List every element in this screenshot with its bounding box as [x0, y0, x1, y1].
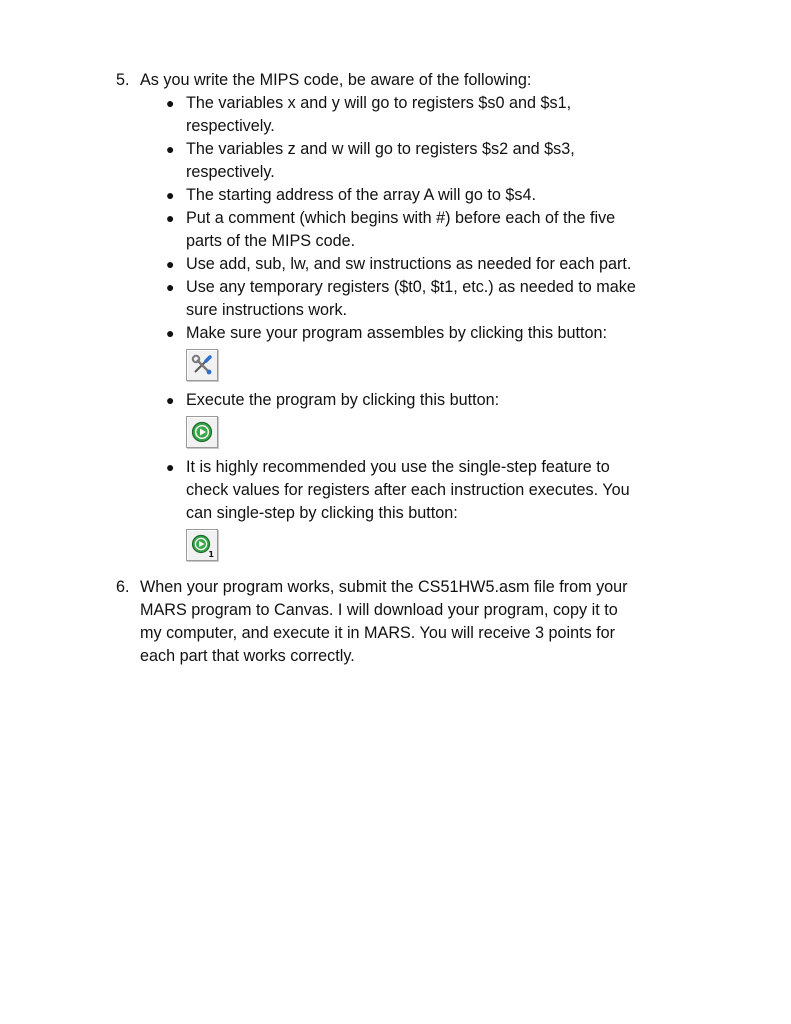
bullet-dot: ● [166, 210, 175, 226]
assemble-tools-icon [190, 353, 214, 377]
run-play-icon [191, 421, 213, 443]
bullet-item [166, 92, 716, 138]
bullet-text: The variables z and w will go to registers $s2 and $s3, [186, 140, 575, 158]
bullet-dot: ● [166, 256, 175, 272]
bullet-dot: ● [166, 325, 175, 341]
run-button-image [186, 416, 218, 448]
bullet-dot: ● [166, 279, 175, 295]
bullet-text: The starting address of the array A will go to $s4. [186, 186, 537, 204]
item-number: 5. [116, 71, 130, 89]
bullet-text: check values for registers after each instruction executes. You [186, 481, 630, 499]
item-5-intro: As you write the MIPS code, be aware of the following: [140, 71, 532, 89]
bullet-text: Put a comment (which begins with #) before each of the five [186, 209, 616, 227]
item-6-line: When your program works, submit the CS51HW5.asm file from your [140, 578, 628, 596]
bullet-item [166, 253, 716, 276]
bullet-text: respectively. [186, 163, 275, 181]
bullet-text: The variables x and y will go to registers $s0 and $s1, [186, 94, 572, 112]
item-6-line: each part that works correctly. [140, 647, 355, 665]
bullet-item [166, 138, 716, 184]
bullet-dot: ● [166, 459, 175, 475]
assemble-button-image [186, 349, 218, 381]
bullet-text: can single-step by clicking this button: [186, 504, 458, 522]
bullet-text: Use add, sub, lw, and sw instructions as needed for each part. [186, 255, 632, 273]
bullet-dot: ● [166, 187, 175, 203]
single-step-button-image [186, 529, 218, 561]
bullet-item [166, 207, 716, 253]
bullet-item [166, 456, 716, 561]
bullet-item [166, 389, 716, 448]
bullet-dot: ● [166, 95, 175, 111]
bullet-text: Use any temporary registers ($t0, $t1, etc.) as needed to make [186, 278, 636, 296]
bullet-text: Execute the program by clicking this button: [186, 391, 500, 409]
item-6-line: MARS program to Canvas. I will download your program, copy it to [140, 601, 618, 619]
bullet-text: It is highly recommended you use the single-step feature to [186, 458, 610, 476]
bullet-text: Make sure your program assembles by clicking this button: [186, 324, 608, 342]
bullet-text: respectively. [186, 117, 275, 135]
bullet-item [166, 276, 716, 322]
bullet-text: parts of the MIPS code. [186, 232, 356, 250]
bullet-dot: ● [166, 392, 175, 408]
list-item-5 [116, 69, 716, 569]
bullet-dot: ● [166, 141, 175, 157]
bullet-item [166, 184, 716, 207]
item-6-line: my computer, and execute it in MARS. You will receive 3 points for [140, 624, 616, 642]
single-step-subscript: 1 [208, 550, 214, 559]
item-number: 6. [116, 578, 130, 596]
list-item-6 [116, 576, 716, 668]
bullet-text: sure instructions work. [186, 301, 348, 319]
bullet-item [166, 322, 716, 381]
bullet-list [166, 92, 716, 561]
